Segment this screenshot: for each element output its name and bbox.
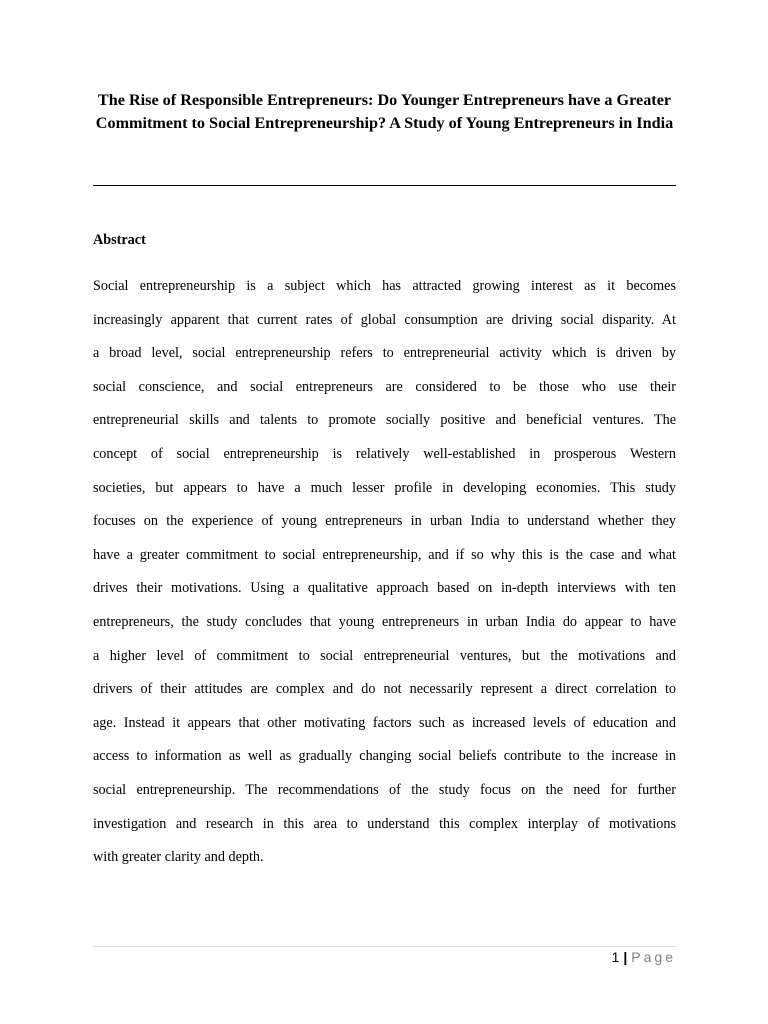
abstract-line: age. Instead it appears that other motivating factors such as increased levels of education and [93,714,676,731]
abstract-line: investigation and research in this area to understand this complex interplay of motivations [93,815,676,832]
title-divider [93,185,676,186]
abstract-line: access to information as well as gradually changing social beliefs contribute to the increase in [93,748,676,765]
abstract-line: social entrepreneurship. The recommendations of the study focus on the need for further [93,781,676,798]
page-number: 1 [611,949,620,965]
abstract-line: focuses on the experience of young entrepreneurs in urban India to understand whether they [93,513,676,530]
abstract-line: entrepreneurial skills and talents to promote socially positive and beneficial ventures. The [93,412,676,429]
abstract-line: social conscience, and social entrepreneurs are considered to be those who use their [93,378,676,395]
abstract-line: a broad level, social entrepreneurship refers to entrepreneurial activity which is driven by [93,345,676,362]
abstract-line: with greater clarity and depth. [93,849,264,866]
abstract-heading: Abstract [93,232,146,248]
page-footer [612,948,676,966]
abstract-line: drives their motivations. Using a qualitative approach based on in-depth interviews with ten [93,580,676,597]
abstract-line: societies, but appears to have a much lesser profile in developing economies. This study [93,479,676,496]
abstract-line: increasingly apparent that current rates of global consumption are driving social disparity. At [93,311,676,328]
abstract-line: entrepreneurs, the study concludes that young entrepreneurs in urban India do appear to have [93,613,676,630]
abstract-body [93,276,676,881]
abstract-line: a higher level of commitment to social entrepreneurial ventures, but the motivations and [93,647,676,664]
page-separator: | [623,949,628,965]
footer-divider [93,946,676,947]
document-title: The Rise of Responsible Entrepreneurs: Do Younger Entrepreneurs have a Greater Commitment to Social Entrepreneurship? A Study of Young Entrepreneurs in India [95,91,674,132]
abstract-line: Social entrepreneurship is a subject which has attracted growing interest as it becomes [93,278,676,294]
abstract-line: drivers of their attitudes are complex and do not necessarily represent a direct correlation to [93,681,676,698]
page-label: Page [631,949,676,965]
abstract-line: concept of social entrepreneurship is relatively well-established in prosperous Western [93,445,676,462]
abstract-line: have a greater commitment to social entrepreneurship, and if so why this is the case and what [93,546,676,563]
